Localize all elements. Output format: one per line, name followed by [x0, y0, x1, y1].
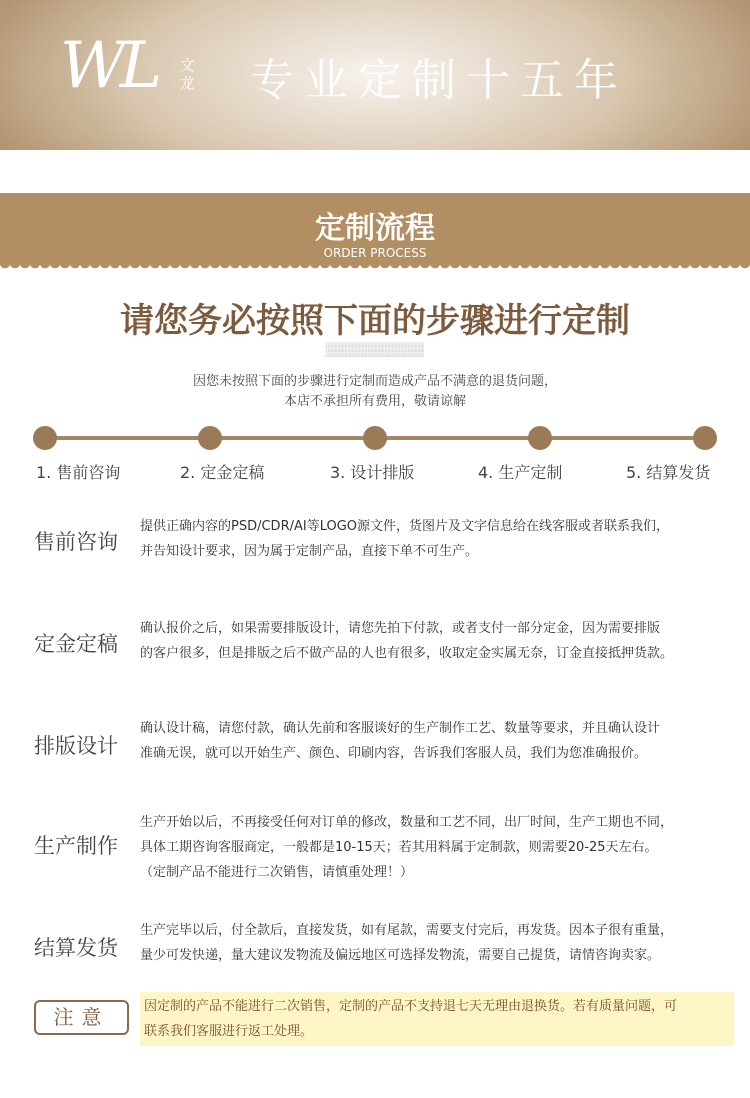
row-line: 确认报价之后，如果需要排版设计，请您先拍下付款，或者支付一部分定金，因为需要排版 [140, 621, 661, 636]
notice-text [0, 372, 750, 412]
row-line: 量少可发快递，量大建议发物流及偏远地区可选择发物流，需要自己提货，请情咨询卖家。 [140, 948, 661, 963]
row-line: （定制产品不能进行二次销售，请慎重处理！） [140, 865, 414, 880]
brand-logo-subtext: 文龙 [179, 56, 195, 92]
section-subtitle: ORDER PROCESS [323, 246, 427, 260]
note-text [140, 992, 734, 1046]
row-title-deposit: 定金定稿 [34, 632, 118, 656]
step-dot-3 [363, 426, 387, 450]
note-line: 因定制的产品不能进行二次销售，定制的产品不支持退七天无理由退换货。若有质量问题，可 [144, 999, 678, 1014]
section-title: 定制流程 [315, 211, 435, 246]
step-dot-4 [528, 426, 552, 450]
brand-logo: WL [60, 29, 157, 103]
step-label-4: 4. 生产定制 [478, 463, 563, 482]
row-line: 提供正确内容的PSD/CDR/AI等LOGO源文件，货图片及文字信息给在线客服或者联系我们， [140, 519, 670, 534]
note-line: 联系我们客服进行返工处理。 [144, 1024, 314, 1039]
step-label-3: 3. 设计排版 [330, 463, 415, 482]
notice-line: 本店不承担所有费用，敬请谅解 [283, 394, 466, 409]
row-line: 生产完毕以后，付全款后，直接发货，如有尾款，需要支付完后，再发货。因本子很有重量， [140, 923, 674, 938]
row-line: 准确无误，就可以开始生产、颜色、印刷内容，告诉我们客服人员，我们为您准确报价。 [140, 746, 648, 761]
row-text-design [140, 716, 730, 766]
row-line: 具体工期咨询客服商定，一般都是10-15天；若其用料属于定制款，则需要20-25天左右。 [140, 840, 658, 855]
step-label-1: 1. 售前咨询 [36, 463, 121, 482]
step-label-5: 5. 结算发货 [626, 463, 711, 482]
row-text-settlement [140, 918, 730, 968]
row-title-presale: 售前咨询 [34, 530, 118, 554]
note-label-box: 注意 [34, 1000, 129, 1035]
row-text-deposit [140, 616, 730, 666]
row-line: 并告知设计要求，因为属于定制产品，直接下单不可生产。 [140, 544, 479, 559]
decorative-fine-print: ░░░░░░░░░░░░░░░░░░░░░░░░░░░░░░░░ ░░░░░░░░░░░░░░░░░░░░░░░░░░░░░░░░ ░░░░░░░░░░░░░░░░░░░░░░░░░░░░░░░░ [325, 342, 425, 357]
row-title-design: 排版设计 [34, 734, 118, 758]
row-line: 确认设计稿，请您付款，确认先前和客服谈好的生产制作工艺、数量等要求，并且确认设计 [140, 721, 661, 736]
step-dot-5 [693, 426, 717, 450]
row-title-production: 生产制作 [34, 834, 118, 858]
row-line: 的客户很多，但是排版之后不做产品的人也有很多，收取定金实属无奈，订金直接抵押货款。 [140, 646, 674, 661]
step-label-2: 2. 定金定稿 [180, 463, 265, 482]
main-heading: 请您务必按照下面的步骤进行定制 [120, 301, 630, 341]
step-dot-2 [198, 426, 222, 450]
row-line: 生产开始以后，不再接受任何对订单的修改，数量和工艺不同，出厂时间，生产工期也不同， [140, 815, 674, 830]
banner-slogan: 专业定制十五年 [250, 55, 628, 106]
notice-line: 因您未按照下面的步骤进行定制而造成产品不满意的退货问题， [192, 374, 557, 389]
row-text-production [140, 810, 730, 885]
row-text-presale [140, 514, 730, 564]
row-title-settlement: 结算发货 [34, 936, 118, 960]
step-dot-1 [33, 426, 57, 450]
